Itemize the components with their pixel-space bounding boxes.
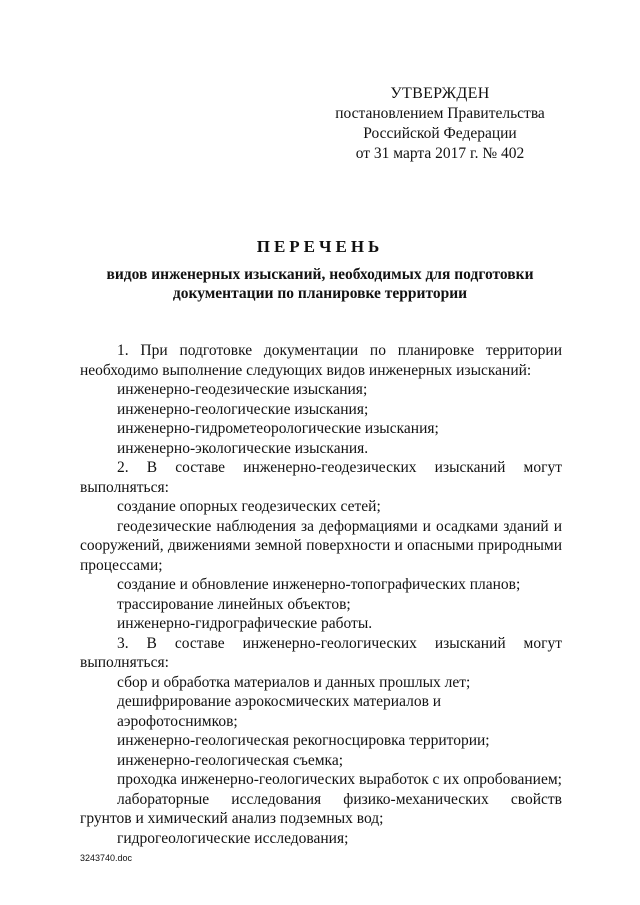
page-title: ПЕРЕЧЕНЬ bbox=[256, 237, 384, 256]
paragraph: необходимо выполнение следующих видов инженерных изысканий: bbox=[80, 361, 532, 379]
list-item: инженерно-геологические изыскания; bbox=[117, 400, 369, 418]
paragraph: 3. В составе инженерно-геологических изысканий могут bbox=[117, 634, 562, 652]
paragraph: 2. В составе инженерно-геодезических изысканий могут bbox=[117, 459, 562, 476]
list-item: дешифрирование аэрокосмических материалов и аэрофотоснимков; bbox=[117, 693, 442, 730]
approval-line: постановлением Правительства bbox=[335, 105, 545, 122]
approval-stamp bbox=[330, 84, 550, 164]
list-item: геодезические наблюдения за деформациями и осадками зданий и сооружений, движениями земной поверхности и опасными природными процессами; bbox=[80, 517, 562, 574]
paragraph: выполняться: bbox=[80, 478, 169, 496]
list-item: создание опорных геодезических сетей; bbox=[117, 498, 381, 515]
list-item: инженерно-геологическая рекогносцировка территории; bbox=[117, 732, 490, 749]
approval-date: от 31 марта 2017 г. № 402 bbox=[355, 145, 525, 162]
approval-line: Российской Федерации bbox=[363, 125, 517, 142]
subtitle-line: документации по планировке территории bbox=[172, 285, 468, 302]
list-item: инженерно-геологическая съемка; bbox=[117, 751, 344, 769]
paragraph: 1. При подготовке документации по планировке территории bbox=[117, 342, 562, 359]
document-body bbox=[80, 341, 562, 848]
list-item: гидрогеологические исследования; bbox=[117, 829, 349, 847]
page-subtitle bbox=[80, 265, 560, 303]
approval-heading: УТВЕРЖДЕН bbox=[390, 85, 490, 102]
list-item: инженерно-геодезические изыскания; bbox=[117, 381, 368, 398]
list-item: инженерно-гидрографические работы. bbox=[117, 615, 373, 632]
list-item: инженерно-экологические изыскания. bbox=[117, 439, 369, 457]
list-item: инженерно-гидрометеорологические изыскания; bbox=[117, 420, 439, 437]
list-item: проходка инженерно-геологических выработок с их опробованием; bbox=[117, 771, 562, 788]
paragraph: выполняться: bbox=[80, 654, 169, 671]
list-item: создание и обновление инженерно-топографических планов; bbox=[117, 576, 521, 593]
file-name-footer: 3243740.doc bbox=[80, 853, 133, 863]
list-item: лабораторные исследования физико-механических свойств грунтов и химический анализ подземных вод; bbox=[80, 790, 562, 827]
list-item: трассирование линейных объектов; bbox=[117, 595, 351, 613]
subtitle-line: видов инженерных изысканий, необходимых для подготовки bbox=[106, 266, 534, 283]
list-item: сбор и обработка материалов и данных прошлых лет; bbox=[117, 673, 471, 691]
